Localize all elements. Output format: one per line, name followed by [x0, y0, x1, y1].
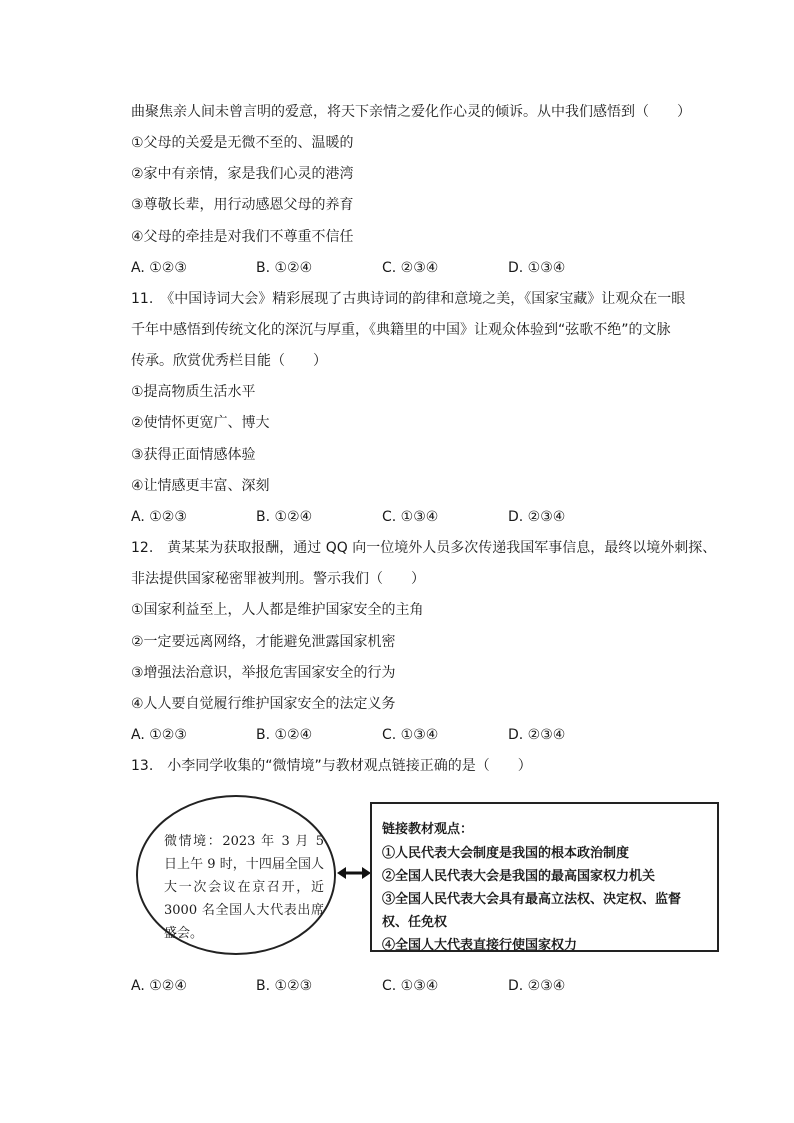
scenario-text: 微情境：2023 年 3 月 5 日上午 9 时，十四届全国人大一次会议在京召开，近 3000 名全国人大代表出席盛会。 [164, 834, 324, 941]
q12-option-a[interactable]: A. ①②③ [131, 727, 187, 743]
q13-option-d[interactable]: D. ②③④ [508, 978, 566, 994]
q13-option-a[interactable]: A. ①②④ [131, 978, 187, 994]
box-item-3-cont: 权、任免权 [382, 915, 448, 930]
q11-item-3: ③获得正面情感体验 [131, 447, 256, 463]
double-arrow-icon [337, 865, 371, 881]
q12-option-b[interactable]: B. ①②④ [256, 727, 313, 743]
q10-option-c[interactable]: C. ②③④ [382, 260, 439, 276]
q12-stem-line-2: 非法提供国家秘密罪被判刑。警示我们（ ） [131, 571, 425, 587]
box-title: 链接教材观点： [382, 822, 474, 837]
q12-item-3: ③增强法治意识，举报危害国家安全的行为 [131, 665, 396, 681]
q11-option-c[interactable]: C. ①③④ [382, 509, 439, 525]
q13-figure [131, 790, 731, 960]
q11-stem-line-3: 传承。欣赏优秀栏目能（ ） [131, 353, 327, 369]
q11-item-4: ④让情感更丰富、深刻 [131, 478, 270, 494]
q12-item-2: ②一定要远离网络，才能避免泄露国家机密 [131, 634, 396, 650]
q12-item-4: ④人人要自觉履行维护国家安全的法定义务 [131, 696, 396, 712]
q10-item-3: ③尊敬长辈，用行动感恩父母的养育 [131, 197, 354, 213]
box-item-3: ③全国人民代表大会具有最高立法权、决定权、监督 [382, 892, 682, 907]
q13-option-b[interactable]: B. ①②③ [256, 978, 313, 994]
q12-option-d[interactable]: D. ②③④ [508, 727, 566, 743]
box-item-2: ②全国人民代表大会是我国的最高国家权力机关 [382, 869, 656, 884]
q10-stem: 曲聚焦亲人间未曾言明的爱意，将天下亲情之爱化作心灵的倾诉。从中我们感悟到（ ） [131, 104, 691, 120]
q10-option-a[interactable]: A. ①②③ [131, 260, 187, 276]
q13-stem: 13. 小李同学收集的“微情境”与教材观点链接正确的是（ ） [131, 758, 532, 774]
q11-option-a[interactable]: A. ①②③ [131, 509, 187, 525]
box-item-4: ④全国人大代表直接行使国家权力 [382, 938, 578, 953]
box-item-1: ①人民代表大会制度是我国的根本政治制度 [382, 846, 630, 861]
q11-item-2: ②使情怀更宽广、博大 [131, 415, 270, 431]
q10-option-b[interactable]: B. ①②④ [256, 260, 313, 276]
q11-item-1: ①提高物质生活水平 [131, 384, 256, 400]
q11-option-d[interactable]: D. ②③④ [508, 509, 566, 525]
q10-item-2: ②家中有亲情，家是我们心灵的港湾 [131, 166, 354, 182]
q13-option-c[interactable]: C. ①③④ [382, 978, 439, 994]
q10-item-1: ①父母的关爱是无微不至的、温暖的 [131, 135, 354, 151]
q12-option-c[interactable]: C. ①③④ [382, 727, 439, 743]
q10-item-4: ④父母的牵挂是对我们不尊重不信任 [131, 229, 354, 245]
scenario-circle [136, 795, 336, 955]
q11-option-b[interactable]: B. ①②④ [256, 509, 313, 525]
q12-item-1: ①国家利益至上，人人都是维护国家安全的主角 [131, 602, 424, 618]
q11-stem-line-1: 11. 《中国诗词大会》精彩展现了古典诗词的韵律和意境之美，《国家宝藏》让观众在一眼 [131, 291, 686, 307]
q11-stem-line-2: 千年中感悟到传统文化的深沉与厚重，《典籍里的中国》让观众体验到“弦歌不绝”的文脉 [131, 322, 671, 338]
q10-option-d[interactable]: D. ①③④ [508, 260, 566, 276]
q12-stem-line-1: 12. 黄某某为获取报酬，通过 QQ 向一位境外人员多次传递我国军事信息，最终以境外刺探、 [131, 540, 717, 556]
textbook-points-box [370, 802, 719, 952]
